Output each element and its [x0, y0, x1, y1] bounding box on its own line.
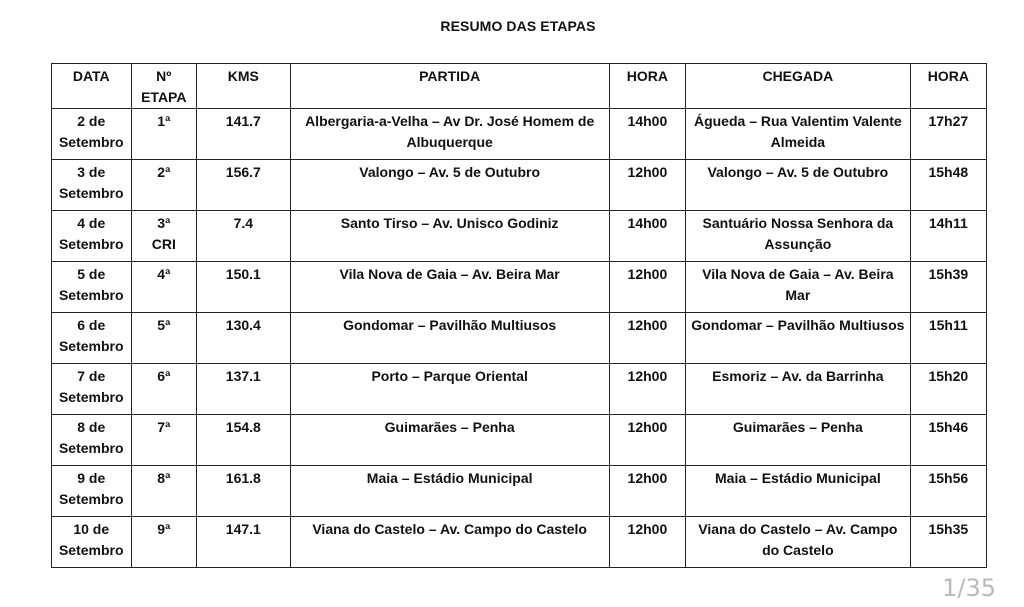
date-cell — [52, 415, 132, 466]
stage-cell — [131, 517, 197, 568]
date-day: 6 de — [77, 317, 106, 333]
date-day: 7 de — [77, 368, 106, 384]
date-day: 3 de — [77, 164, 106, 180]
stages-table — [51, 63, 987, 568]
departure-cell: Gondomar – Pavilhão Multiusos — [290, 313, 609, 364]
stage-number: 6ª — [157, 368, 171, 384]
table-row — [52, 517, 987, 568]
kms-cell: 150.1 — [197, 262, 291, 313]
stage-number: 2ª — [157, 164, 171, 180]
header-etapa-line1: Nº — [156, 68, 172, 84]
stage-number: 9ª — [157, 521, 171, 537]
stage-cell — [131, 211, 197, 262]
departure-time-cell: 14h00 — [609, 109, 685, 160]
header-etapa — [131, 64, 197, 109]
stage-cell — [131, 160, 197, 211]
departure-time-cell: 12h00 — [609, 262, 685, 313]
kms-cell: 137.1 — [197, 364, 291, 415]
kms-cell: 141.7 — [197, 109, 291, 160]
date-cell — [52, 313, 132, 364]
kms-cell: 147.1 — [197, 517, 291, 568]
header-etapa-line2: ETAPA — [141, 89, 187, 105]
date-cell — [52, 211, 132, 262]
arrival-time-cell: 15h46 — [910, 415, 986, 466]
header-partida: PARTIDA — [290, 64, 609, 109]
arrival-cell: Valongo – Av. 5 de Outubro — [686, 160, 911, 211]
date-month: Setembro — [58, 389, 124, 405]
header-data: DATA — [52, 64, 132, 109]
stage-number: 8ª — [157, 470, 171, 486]
arrival-time-cell: 17h27 — [910, 109, 986, 160]
date-cell — [52, 517, 132, 568]
departure-time-cell: 14h00 — [609, 211, 685, 262]
arrival-cell: Gondomar – Pavilhão Multiusos — [686, 313, 911, 364]
kms-cell: 156.7 — [197, 160, 291, 211]
departure-cell: Valongo – Av. 5 de Outubro — [290, 160, 609, 211]
page-indicator: 1/35 — [942, 574, 996, 602]
table-header-row — [52, 64, 987, 109]
stage-cell — [131, 466, 197, 517]
arrival-time-cell: 15h48 — [910, 160, 986, 211]
date-day: 9 de — [77, 470, 106, 486]
header-kms: KMS — [197, 64, 291, 109]
table-row — [52, 262, 987, 313]
table-row — [52, 160, 987, 211]
arrival-time-cell: 15h35 — [910, 517, 986, 568]
departure-time-cell: 12h00 — [609, 466, 685, 517]
date-day: 8 de — [77, 419, 106, 435]
stage-number: 5ª — [157, 317, 171, 333]
date-month: Setembro — [58, 491, 124, 507]
date-cell — [52, 262, 132, 313]
arrival-time-cell: 15h20 — [910, 364, 986, 415]
departure-cell: Guimarães – Penha — [290, 415, 609, 466]
date-cell — [52, 466, 132, 517]
stage-number: 4ª — [157, 266, 171, 282]
date-month: Setembro — [58, 440, 124, 456]
stage-number: 3ª — [157, 215, 171, 231]
departure-time-cell: 12h00 — [609, 160, 685, 211]
arrival-cell: Vila Nova de Gaia – Av. Beira Mar — [686, 262, 911, 313]
date-cell — [52, 364, 132, 415]
arrival-cell: Maia – Estádio Municipal — [686, 466, 911, 517]
table-row — [52, 211, 987, 262]
kms-cell: 161.8 — [197, 466, 291, 517]
arrival-time-cell: 15h11 — [910, 313, 986, 364]
table-row — [52, 313, 987, 364]
date-day: 5 de — [77, 266, 106, 282]
header-chegada: CHEGADA — [686, 64, 911, 109]
stage-number: 1ª — [157, 113, 171, 129]
date-month: Setembro — [58, 134, 124, 150]
stage-cell — [131, 262, 197, 313]
departure-time-cell: 12h00 — [609, 517, 685, 568]
document-title: RESUMO DAS ETAPAS — [440, 18, 596, 34]
arrival-time-cell: 15h39 — [910, 262, 986, 313]
departure-cell: Santo Tirso – Av. Unisco Godiniz — [290, 211, 609, 262]
arrival-cell: Santuário Nossa Senhora da Assunção — [686, 211, 911, 262]
date-day: 10 de — [73, 521, 110, 537]
departure-cell: Porto – Parque Oriental — [290, 364, 609, 415]
date-month: Setembro — [58, 338, 124, 354]
header-hora-chegada: HORA — [910, 64, 986, 109]
date-month: Setembro — [58, 542, 124, 558]
date-day: 2 de — [77, 113, 106, 129]
kms-cell: 130.4 — [197, 313, 291, 364]
header-hora-partida: HORA — [609, 64, 685, 109]
arrival-time-cell: 14h11 — [910, 211, 986, 262]
departure-cell: Viana do Castelo – Av. Campo do Castelo — [290, 517, 609, 568]
departure-time-cell: 12h00 — [609, 364, 685, 415]
date-cell — [52, 109, 132, 160]
table-row — [52, 466, 987, 517]
stage-cell — [131, 313, 197, 364]
arrival-cell: Viana do Castelo – Av. Campo do Castelo — [686, 517, 911, 568]
stage-cell — [131, 415, 197, 466]
table-row — [52, 364, 987, 415]
date-month: Setembro — [58, 236, 124, 252]
stage-number: 7ª — [157, 419, 171, 435]
kms-cell: 7.4 — [197, 211, 291, 262]
departure-cell: Albergaria-a-Velha – Av Dr. José Homem de Albuquerque — [290, 109, 609, 160]
stage-cell — [131, 364, 197, 415]
date-month: Setembro — [58, 185, 124, 201]
stage-cell — [131, 109, 197, 160]
date-day: 4 de — [77, 215, 106, 231]
arrival-cell: Esmoriz – Av. da Barrinha — [686, 364, 911, 415]
departure-time-cell: 12h00 — [609, 415, 685, 466]
date-month: Setembro — [58, 287, 124, 303]
departure-cell: Maia – Estádio Municipal — [290, 466, 609, 517]
stages-table-body — [52, 109, 987, 568]
departure-time-cell: 12h00 — [609, 313, 685, 364]
departure-cell: Vila Nova de Gaia – Av. Beira Mar — [290, 262, 609, 313]
table-row — [52, 109, 987, 160]
stage-type: CRI — [151, 236, 176, 252]
arrival-cell: Águeda – Rua Valentim Valente Almeida — [686, 109, 911, 160]
table-row — [52, 415, 987, 466]
arrival-time-cell: 15h56 — [910, 466, 986, 517]
kms-cell: 154.8 — [197, 415, 291, 466]
date-cell — [52, 160, 132, 211]
arrival-cell: Guimarães – Penha — [686, 415, 911, 466]
